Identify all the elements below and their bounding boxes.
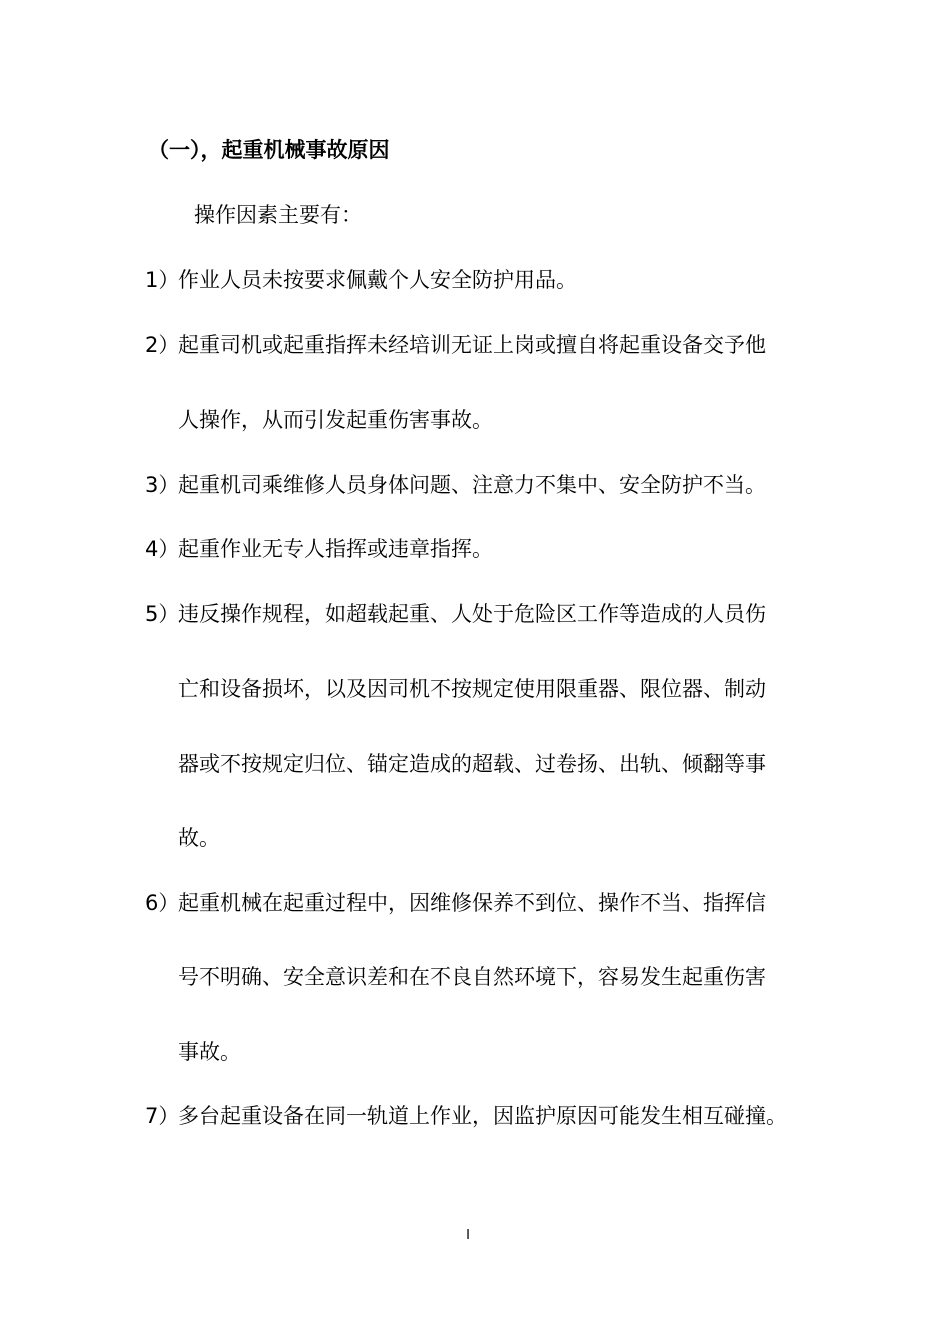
list-item-line: 故。: [178, 826, 220, 850]
list-item-line: 起重机械在起重过程中，因维修保养不到位、操作不当、指挥信: [178, 891, 766, 915]
list-item-number: 6）: [145, 891, 180, 915]
page-number: I: [466, 1228, 470, 1243]
list-item-number: 7）: [145, 1104, 180, 1128]
intro-paragraph: 操作因素主要有：: [194, 203, 362, 227]
list-item-number: 3）: [145, 473, 180, 497]
section-heading: （一），起重机械事故原因: [148, 138, 390, 162]
list-item-line: 器或不按规定归位、锚定造成的超载、过卷扬、出轨、倾翻等事: [178, 752, 766, 776]
list-item-line: 起重作业无专人指挥或违章指挥。: [178, 537, 493, 561]
list-item-line: 违反操作规程，如超载起重、人处于危险区工作等造成的人员伤: [178, 602, 766, 626]
list-item-line: 事故。: [178, 1040, 241, 1064]
list-item-line: 亡和设备损坏，以及因司机不按规定使用限重器、限位器、制动: [178, 677, 766, 701]
list-item-line: 多台起重设备在同一轨道上作业，因监护原因可能发生相互碰撞。: [178, 1104, 787, 1128]
list-item-line: 起重司机或起重指挥未经培训无证上岗或擅自将起重设备交予他: [178, 333, 766, 357]
list-item-number: 1）: [145, 268, 180, 292]
list-item-line: 号不明确、安全意识差和在不良自然环境下，容易发生起重伤害: [178, 965, 766, 989]
list-item-line: 起重机司乘维修人员身体问题、注意力不集中、安全防护不当。: [178, 473, 766, 497]
list-item-number: 4）: [145, 537, 180, 561]
list-item-number: 2）: [145, 333, 180, 357]
list-item-line: 人操作，从而引发起重伤害事故。: [178, 408, 493, 432]
list-item-line: 作业人员未按要求佩戴个人安全防护用品。: [178, 268, 577, 292]
list-item-number: 5）: [145, 602, 180, 626]
